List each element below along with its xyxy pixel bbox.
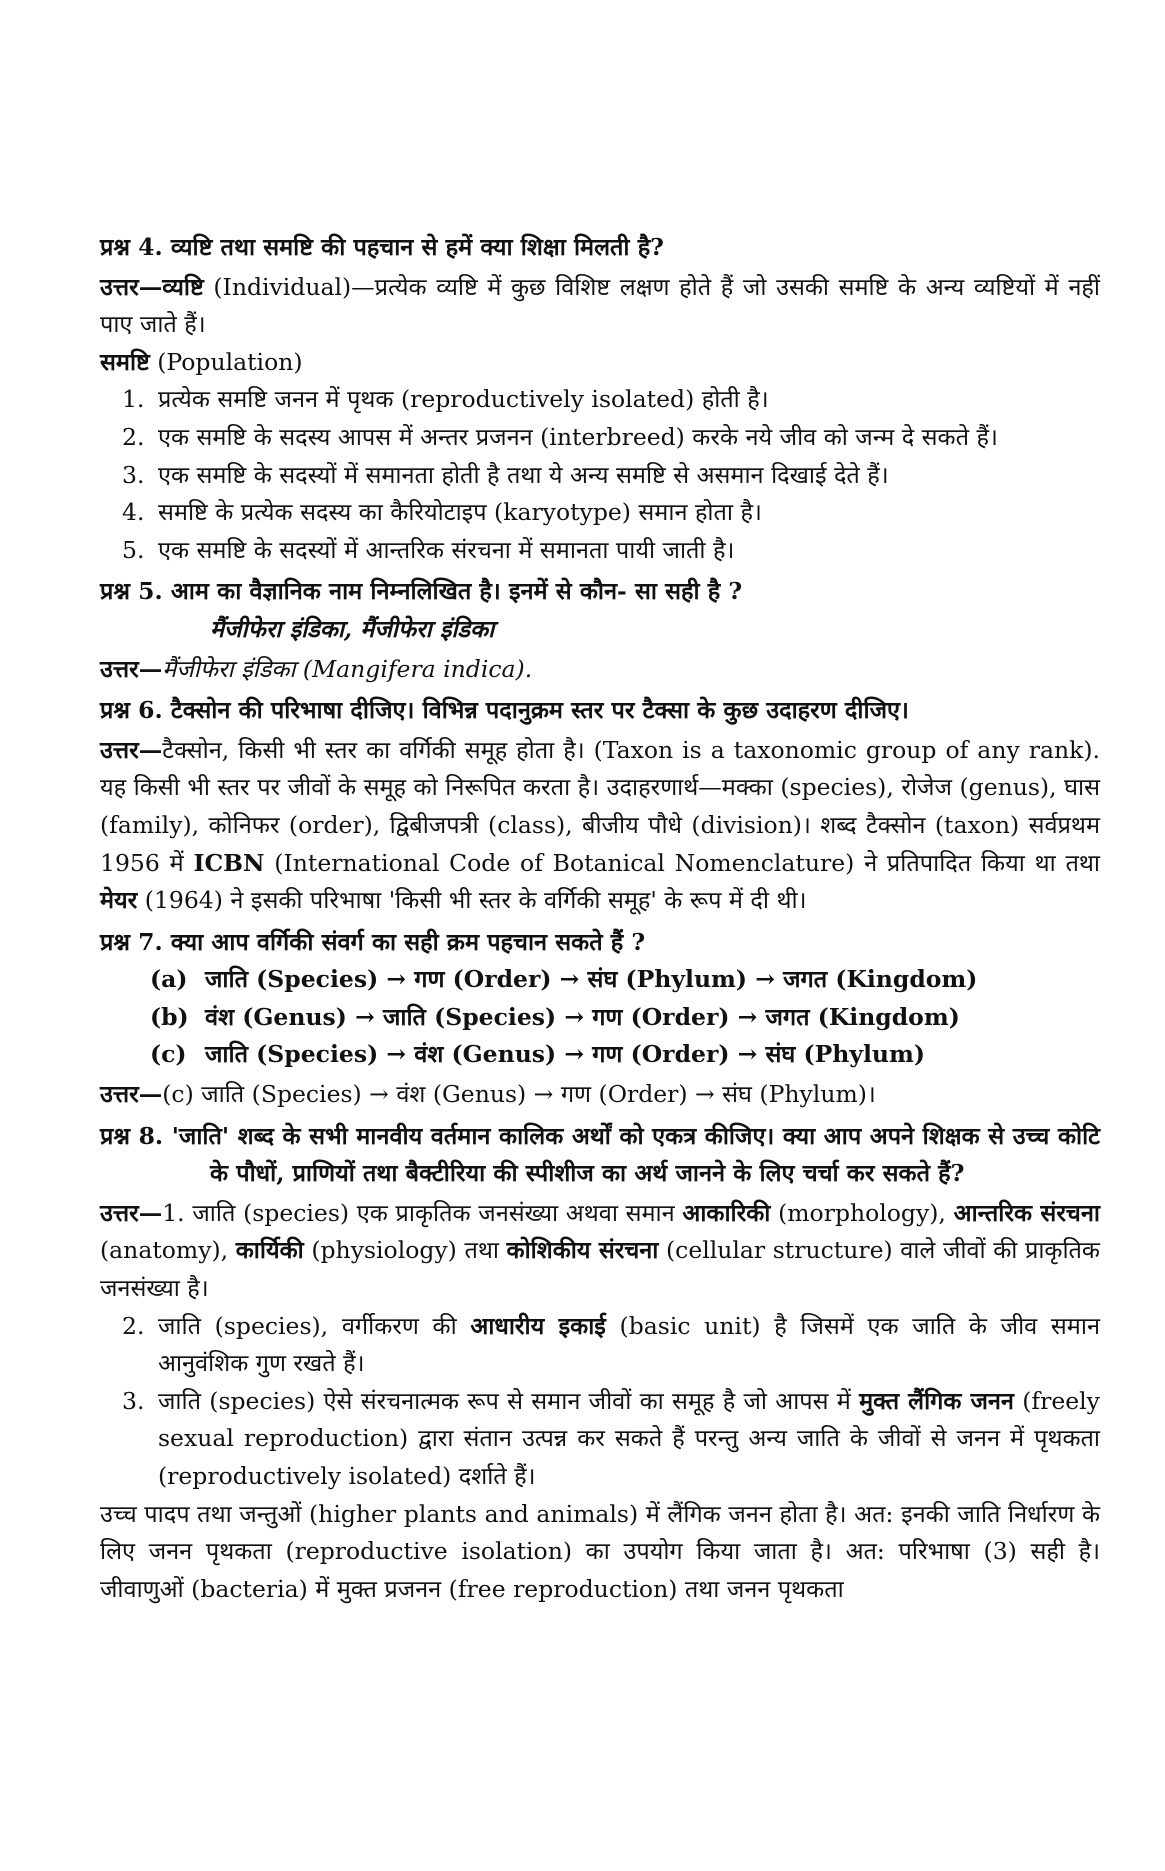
- question-7-options: [100, 961, 1100, 1074]
- document-page: [100, 225, 1100, 1608]
- basic-unit-term: आधारीय इकाई: [470, 1311, 606, 1340]
- list-item: 5. एक समष्टि के सदस्यों में आन्तरिक संरचना में समानता पायी जाती है।: [122, 535, 735, 564]
- population-text: (Population): [157, 347, 303, 376]
- individual-text: (Individual)—प्रत्येक व्यष्टि में कुछ विशिष्ट लक्षण होते हैं जो उसकी समष्टि के अन्य व्यष्टियों में नहीं पाए जाते हैं।: [100, 272, 1100, 339]
- answer-5: [100, 651, 1100, 689]
- list-item: 4. समष्टि के प्रत्येक सदस्य का कैरियोटाइप (karyotype) समान होता है।: [122, 498, 762, 527]
- answer-8-label: उत्तर—: [100, 1198, 163, 1227]
- option-b: (b) वंश (Genus) → जाति (Species) → गण (Order) → जगत (Kingdom): [150, 1002, 960, 1031]
- morphology-term: आकारिकी: [682, 1198, 771, 1227]
- answer-6: [100, 732, 1100, 920]
- physiology-term: कार्यिकी: [235, 1236, 304, 1265]
- list-item: 2. एक समष्टि के सदस्य आपस में अन्तर प्रजनन (interbreed) करके नये जीव को जन्म दे सकते हैं।: [122, 422, 998, 451]
- question-8-text: 'जाति' शब्द के सभी मानवीय वर्तमान कालिक अर्थों को एकत्र कीजिए। क्या आप अपने शिक्षक से उच्च कोटि के पौधों, प्राणियों तथा बैक्टीरिया की स्पीशीज का अर्थ जानने के लिए चर्चा कर सकते हैं?: [171, 1121, 1101, 1188]
- question-7: [100, 924, 1100, 962]
- list-item: 1. प्रत्येक समष्टि जनन में पृथक (reproductively isolated) होती है।: [122, 385, 769, 414]
- answer-6-label: उत्तर—: [100, 735, 163, 764]
- question-7-label: प्रश्न 7.: [100, 927, 163, 956]
- answer-7-label: उत्तर—: [100, 1080, 163, 1109]
- question-5-label: प्रश्न 5.: [100, 577, 163, 606]
- population-heading: [100, 344, 1100, 382]
- answer-5-label: उत्तर—: [100, 654, 163, 683]
- answer-6-part2: (International Code of Botanical Nomenclature) ने प्रतिपादित किया था तथा: [274, 848, 1100, 877]
- answer-7-text: (c) जाति (Species) → वंश (Genus) → गण (Order) → संघ (Phylum)।: [162, 1080, 876, 1109]
- list-item: 3. एक समष्टि के सदस्यों में समानता होती है तथा ये अन्य समष्टि से असमान दिखाई देते हैं।: [122, 460, 889, 489]
- population-points: [100, 381, 1100, 569]
- question-5-text: आम का वैज्ञानिक नाम निम्नलिखित है। इनमें से कौन- सा सही है ?: [170, 577, 743, 606]
- answer-5-text: मैंजीफेरा इंडिका (Mangifera indica).: [162, 654, 533, 683]
- question-4-label: प्रश्न 4.: [100, 233, 163, 261]
- list-item: 2. जाति (species), वर्गीकरण की आधारीय इकाई (basic unit) है जिसमें एक जाति के जीव समान आनुवंशिक गुण रखते हैं।: [122, 1311, 1100, 1378]
- individual-term: व्यष्टि: [162, 272, 204, 301]
- question-6-text: टैक्सोन की परिभाषा दीजिए। विभिन्न पदानुक्रम स्तर पर टैक्सा के कुछ उदाहरण दीजिए।: [170, 696, 909, 725]
- answer-4-label: उत्तर—: [100, 272, 163, 301]
- question-6-label: प्रश्न 6.: [100, 696, 163, 725]
- question-4-text: व्यष्टि तथा समष्टि की पहचान से हमें क्या शिक्षा मिलती है?: [170, 233, 664, 261]
- population-term: समष्टि: [100, 347, 150, 376]
- option-c: (c) जाति (Species) → वंश (Genus) → गण (Order) → संघ (Phylum): [150, 1040, 925, 1069]
- answer-8-point-1: उत्तर—1. जाति (species) एक प्राकृतिक जनसंख्या अथवा समान आकारिकी (morphology), आन्तरिक संरचना (anatomy), कार्यिकी (physiology) तथा कोशिकीय संरचना (cellular structure) वाले जीवों की प्राकृतिक जनसंख्या है।: [100, 1198, 1100, 1303]
- icbn-term: ICBN: [193, 848, 265, 877]
- answer-6-part1: टैक्सोन, किसी भी स्तर का वर्गिकी समूह होता है। (Taxon is a taxonomic group of any rank). यह किसी भी स्तर पर जीवों के समूह को निरूपित करता है। उदाहरणार्थ—मक्का (species), रोजेज (genus), घास (family), कोनिफर (order), द्विबीजपत्री (class), बीजीय पौधे (division)। शब्द टैक्सोन (taxon) सर्वप्रथम 1956 में: [100, 735, 1100, 877]
- answer-6-part3: (1964) ने इसकी परिभाषा 'किसी भी स्तर के वर्गिकी समूह' के रूप में दी थी।: [144, 886, 807, 915]
- question-5: [100, 573, 1100, 611]
- option-2: मैंजीफेरा इंडिका: [360, 614, 495, 643]
- list-item: 3. जाति (species) ऐसे संरचनात्मक रूप से समान जीवों का समूह है जो आपस में मुक्त लैंगिक जनन (freely sexual reproduction) द्वारा संतान उत्पन्न कर सकते हैं परन्तु अन्य जाति के जीवों से जनन में पृथकता (reproductively isolated) दर्शाते हैं।: [122, 1386, 1100, 1490]
- answer-7: [100, 1076, 1100, 1114]
- cellular-term: कोशिकीय संरचना: [506, 1236, 659, 1265]
- mayr-term: मेयर: [100, 886, 138, 915]
- option-a: (a) जाति (Species) → गण (Order) → संघ (Phylum) → जगत (Kingdom): [150, 965, 978, 994]
- question-7-text: क्या आप वर्गिकी संवर्ग का सही क्रम पहचान सकते हैं ?: [170, 927, 646, 956]
- answer-8-points: [100, 1308, 1100, 1496]
- answer-8-closing: उच्च पादप तथा जन्तुओं (higher plants and animals) में लैंगिक जनन होता है। अत: इनकी जाति निर्धारण के लिए जनन पृथकता (reproductive isolation) का उपयोग किया जाता है। अत: परिभाषा (3) सही है। जीवाणुओं (bacteria) में मुक्त प्रजनन (free reproduction) तथा जनन पृथकता: [100, 1499, 1100, 1603]
- question-6: [100, 692, 1100, 730]
- answer-4-individual: [100, 269, 1100, 344]
- free-sexual-term: मुक्त लैंगिक जनन: [859, 1386, 1014, 1415]
- question-8: [100, 1118, 1100, 1193]
- question-5-options: [100, 611, 1100, 649]
- question-8-label: प्रश्न 8.: [100, 1121, 164, 1150]
- question-4: [100, 229, 1100, 267]
- anatomy-term: आन्तरिक संरचना: [953, 1198, 1100, 1227]
- option-1: मैंजीफेरा इंडिका,: [210, 614, 353, 643]
